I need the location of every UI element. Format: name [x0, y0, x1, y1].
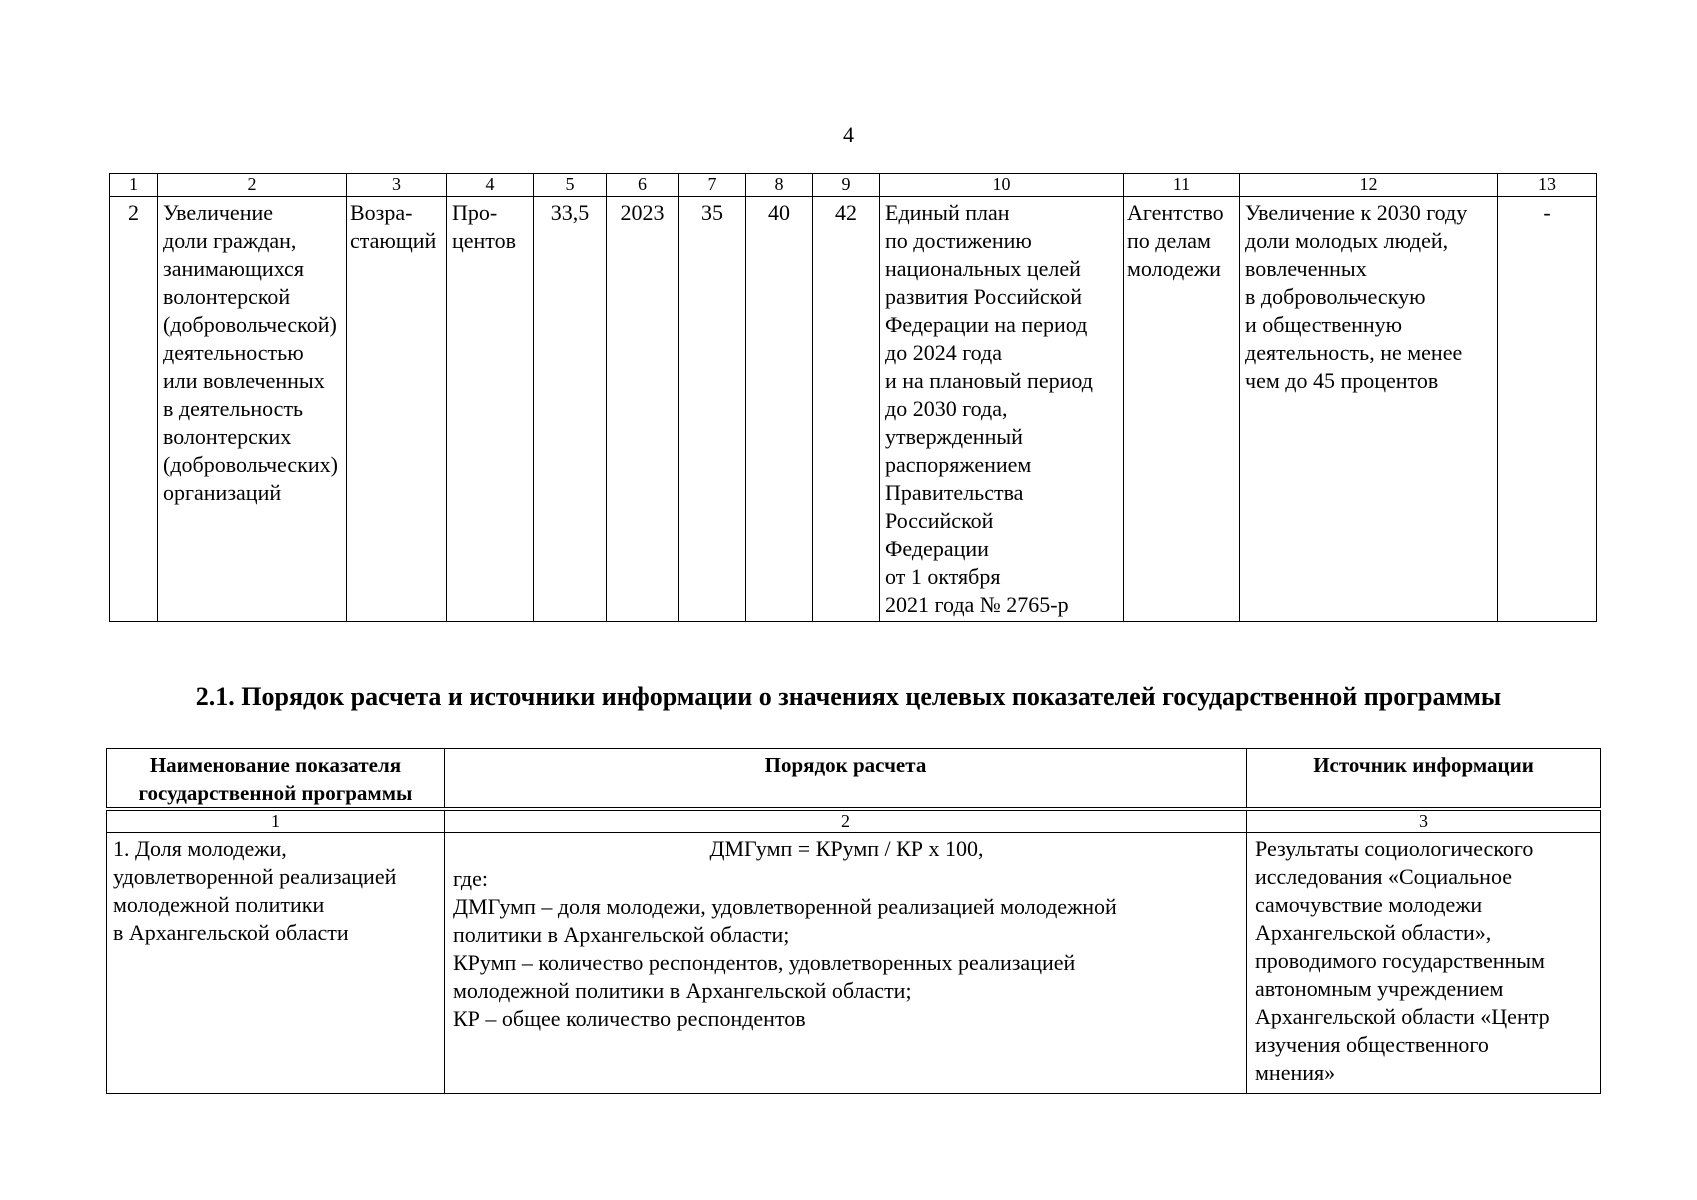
formula: ДМГумп = КРумп / КР х 100,	[709, 836, 984, 861]
table1-col-number: 4	[447, 174, 534, 197]
value-cell: 35	[679, 197, 746, 622]
table1-col-number: 9	[813, 174, 880, 197]
table2-number-row	[107, 809, 1601, 833]
trend-cell: Возра- стающий	[347, 197, 447, 622]
header-source: Источник информации	[1247, 749, 1601, 810]
header-indicator-name: Наименование показателя государственной программы	[107, 749, 445, 810]
base-year-cell: 2023	[607, 197, 679, 622]
page-number: 4	[843, 122, 854, 147]
indicator-name-cell: 1. Доля молодежи, удовлетворенной реализацией молодежной политики в Архангельской области	[107, 833, 445, 1094]
value-cell: 40	[746, 197, 813, 622]
table-row	[107, 833, 1601, 1094]
indicator-name-cell: Увеличение доли граждан, занимающихся волонтерской (добровольческой) деятельностью или вовлеченных в деятельность волонтерских (добровольческих) организаций	[158, 197, 347, 622]
section-title: 2.1. Порядок расчета и источники информации о значениях целевых показателей государственной программы	[195, 682, 1502, 711]
calculation-cell: ДМГумп = КРумп / КР х 100, где: ДМГумп – доля молодежи, удовлетворенной реализацией молодежной политики в Архангельской области; КРумп – количество респондентов, удовлетворенных реализацией молодежной политики в Архангельской области; КР – общее количество респондентов	[445, 833, 1247, 1094]
table1-header-row	[110, 174, 1597, 197]
table2-header-row	[107, 749, 1601, 810]
table1-col-number: 1	[110, 174, 158, 197]
table2-col-number: 3	[1247, 809, 1601, 833]
target-indicators-table	[109, 173, 1597, 622]
unit-cell: Про- центов	[447, 197, 534, 622]
base-value-cell: 33,5	[534, 197, 607, 622]
row-number: 2	[110, 197, 158, 622]
goal-cell: Увеличение к 2030 году доли молодых людей, вовлеченных в добровольческую и общественную деятельность, не менее чем до 45 процентов	[1240, 197, 1498, 622]
header-calculation: Порядок расчета	[445, 749, 1247, 810]
table1-col-number: 11	[1124, 174, 1240, 197]
table1-col-number: 3	[347, 174, 447, 197]
responsible-cell: Агентство по делам молодежи	[1124, 197, 1240, 622]
table-row	[110, 197, 1597, 622]
source-cell: Результаты социологического исследования «Социальное самочувствие молодежи Архангельской области», проводимого государственным автономным учреждением Архангельской области «Центр изучения общественного мнения»	[1247, 833, 1601, 1094]
table1-col-number: 5	[534, 174, 607, 197]
value-cell: 42	[813, 197, 880, 622]
table1-col-number: 6	[607, 174, 679, 197]
table2-col-number: 2	[445, 809, 1247, 833]
table1-col-number: 7	[679, 174, 746, 197]
column-13-cell: -	[1498, 197, 1597, 622]
table1-col-number: 10	[880, 174, 1124, 197]
table1-col-number: 2	[158, 174, 347, 197]
table1-col-number: 8	[746, 174, 813, 197]
table1-col-number: 12	[1240, 174, 1498, 197]
document-cell: Единый план по достижению национальных целей развития Российской Федерации на период до 2024 года и на плановый период до 2030 года, утвержденный распоряжением Правительства Российской Федерации от 1 октября 2021 года № 2765-р	[880, 197, 1124, 622]
table2-col-number: 1	[107, 809, 445, 833]
table1-col-number: 13	[1498, 174, 1597, 197]
calculation-table	[106, 748, 1601, 1094]
